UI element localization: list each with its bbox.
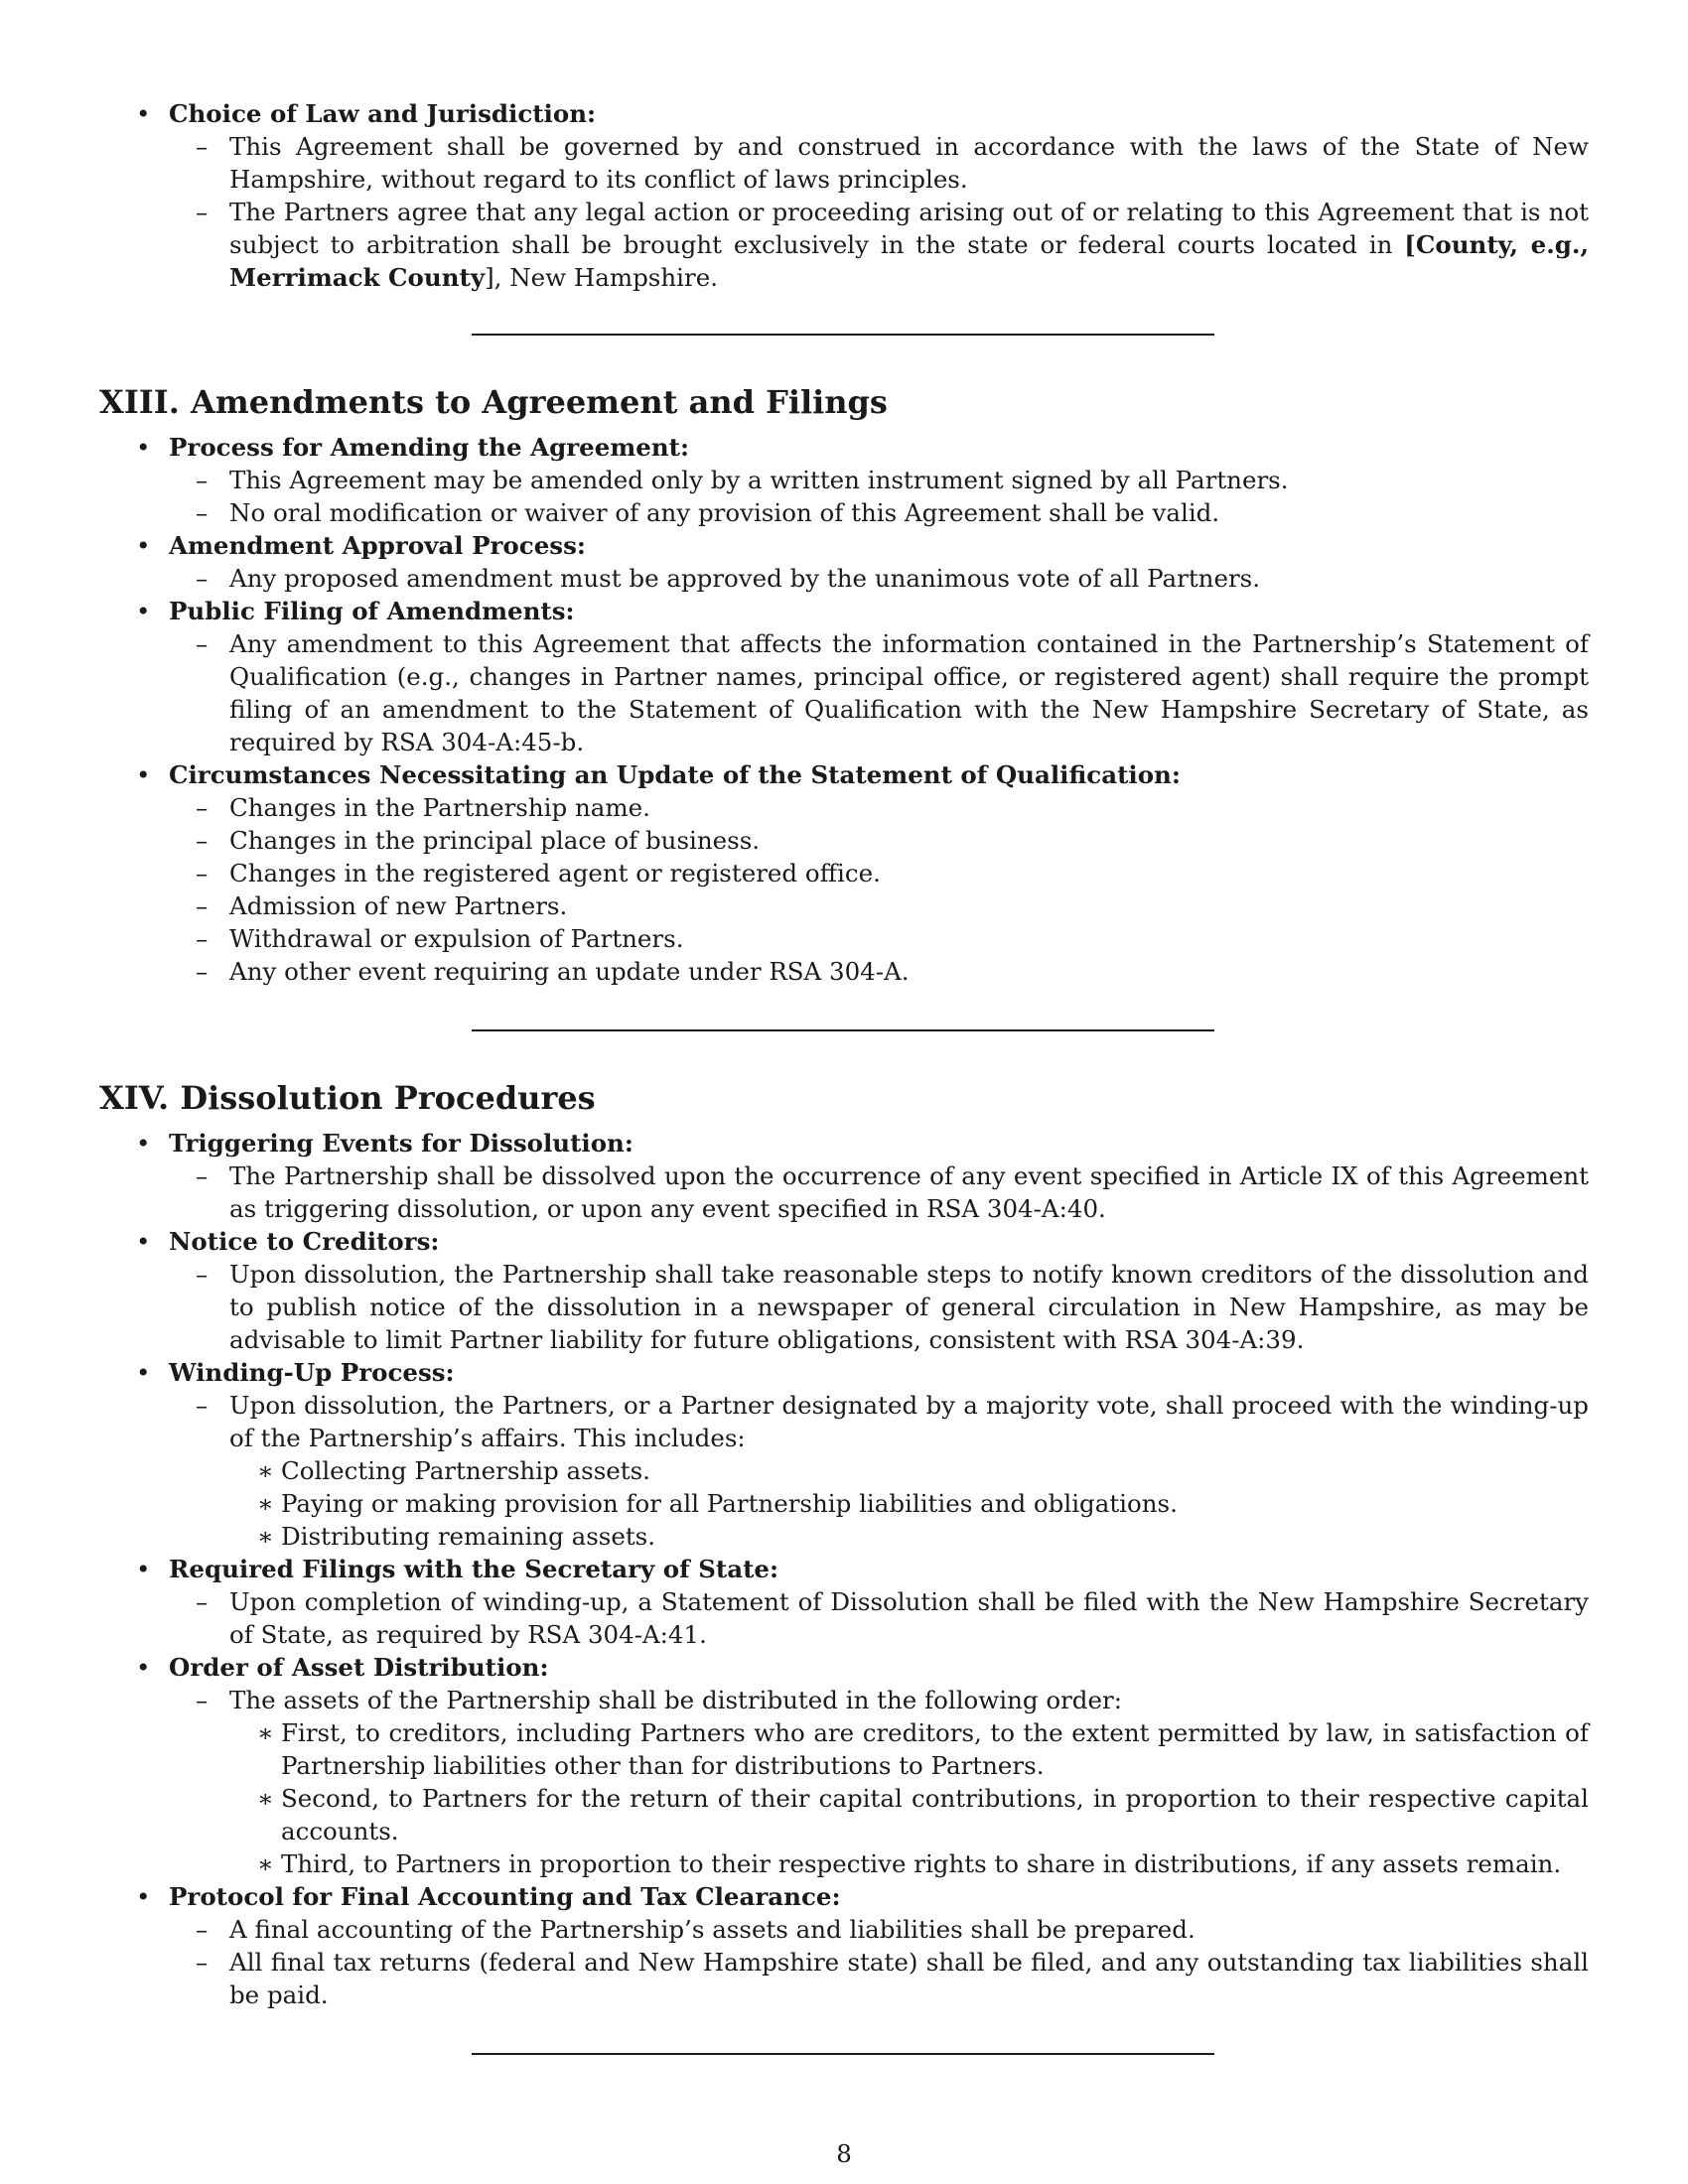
list-item (99, 1127, 1589, 1225)
bullet-list (99, 97, 1589, 294)
list-item (99, 529, 1589, 595)
sub-sub-list (229, 1454, 1589, 1553)
sub-sub-list (229, 1716, 1589, 1880)
sub-item (169, 1684, 1589, 1880)
page-number: 8 (836, 2139, 852, 2168)
sub-sub-item: ∗ Third, to Partners in proportion to their respective rights to share in distributions, if any assets remain. (229, 1847, 1589, 1880)
list-item (99, 595, 1589, 758)
document-page (99, 97, 1589, 2055)
county-placeholder: [County, e.g., Merrimack County (229, 230, 1589, 292)
sub-item-text: ], New Hampshire. (485, 263, 718, 292)
list-item (99, 1553, 1589, 1651)
item-label: • Notice to Creditors: (169, 1227, 440, 1256)
list-item (99, 1356, 1589, 1553)
sub-item: – Admission of new Partners. (169, 889, 1589, 922)
sub-list (169, 627, 1589, 758)
sub-list (169, 1913, 1589, 2011)
sub-list (169, 1258, 1589, 1356)
item-label: • Amendment Approval Process: (169, 531, 586, 560)
sub-list (169, 791, 1589, 988)
item-label: • Winding-Up Process: (169, 1358, 455, 1387)
sub-list (169, 1389, 1589, 1553)
sub-item (169, 196, 1589, 294)
item-label: • Process for Amending the Agreement: (169, 433, 690, 462)
sub-list (169, 1160, 1589, 1225)
item-label: • Required Filings with the Secretary of State: (169, 1555, 779, 1583)
sub-item: – The Partnership shall be dissolved upon the occurrence of any event specified in Article IX of this Agreement as triggering dissolution, or upon any event specified in RSA 304-A:40. (169, 1160, 1589, 1225)
sub-list (169, 1684, 1589, 1880)
sub-list (169, 1585, 1589, 1651)
list-item (99, 97, 1589, 294)
sub-list (169, 562, 1589, 595)
item-label: • Public Filing of Amendments: (169, 597, 575, 625)
sub-item: – This Agreement shall be governed by and construed in accordance with the laws of the State of New Hampshire, without regard to its conflict of laws principles. (169, 130, 1589, 196)
item-label: • Choice of Law and Jurisdiction: (169, 99, 597, 128)
list-item (99, 1651, 1589, 1880)
sub-item-text: The assets of the Partnership shall be distributed in the following order: (229, 1686, 1122, 1714)
sub-item: – This Agreement may be amended only by a written instrument signed by all Partners. (169, 464, 1589, 496)
sub-item: – Changes in the principal place of business. (169, 824, 1589, 857)
sub-item: – Upon completion of winding-up, a Statement of Dissolution shall be filed with the New Hampshire Secretary of State, as required by RSA 304-A:41. (169, 1585, 1589, 1651)
horizontal-rule (472, 2053, 1214, 2055)
sub-item: – Changes in the registered agent or registered office. (169, 857, 1589, 889)
sub-item: – Upon dissolution, the Partnership shall take reasonable steps to notify known creditors of the dissolution and to publish notice of the dissolution in a newspaper of general circulation in New Hampshire, as may be advisable to limit Partner liability for future obligations, consistent with RSA 304-A:39. (169, 1258, 1589, 1356)
sub-item: – Any other event requiring an update under RSA 304-A. (169, 955, 1589, 988)
sub-list (169, 130, 1589, 294)
list-item (99, 431, 1589, 529)
sub-sub-item: ∗ Paying or making provision for all Partnership liabilities and obligations. (229, 1487, 1589, 1520)
sub-item: – No oral modification or waiver of any provision of this Agreement shall be valid. (169, 496, 1589, 529)
sub-sub-item: ∗ Collecting Partnership assets. (229, 1454, 1589, 1487)
item-label: • Protocol for Final Accounting and Tax Clearance: (169, 1882, 841, 1911)
list-item (99, 1880, 1589, 2011)
sub-item: – Changes in the Partnership name. (169, 791, 1589, 824)
sub-sub-item: ∗ Distributing remaining assets. (229, 1520, 1589, 1553)
sub-item: – Any amendment to this Agreement that affects the information contained in the Partnership’s Statement of Qualification (e.g., changes in Partner names, principal office, or registered agent) shall require the prompt filing of an amendment to the Statement of Qualification with the New Hampshire Secretary of State, as required by RSA 304-A:45-b. (169, 627, 1589, 758)
item-label: • Triggering Events for Dissolution: (169, 1129, 633, 1158)
sub-item: – Withdrawal or expulsion of Partners. (169, 922, 1589, 955)
item-label: • Circumstances Necessitating an Update of the Statement of Qualification: (169, 760, 1181, 789)
bullet-list (99, 1127, 1589, 2011)
section-title-xiii: XIII. Amendments to Agreement and Filings (99, 383, 888, 421)
item-label: • Order of Asset Distribution: (169, 1653, 549, 1682)
sub-item: – A final accounting of the Partnership’s assets and liabilities shall be prepared. (169, 1913, 1589, 1946)
section-title-xiv: XIV. Dissolution Procedures (99, 1079, 596, 1117)
sub-item: – All final tax returns (federal and New Hampshire state) shall be filed, and any outstanding tax liabilities shall be paid. (169, 1946, 1589, 2011)
horizontal-rule (472, 1029, 1214, 1031)
horizontal-rule (472, 334, 1214, 336)
sub-sub-item: ∗ First, to creditors, including Partners who are creditors, to the extent permitted by law, in satisfaction of Partnership liabilities other than for distributions to Partners. (229, 1716, 1589, 1782)
sub-item-text: The Partners agree that any legal action or proceeding arising out of or relating to this Agreement that is not subject to arbitration shall be brought exclusively in the state or federal courts located in (229, 198, 1589, 259)
sub-sub-item: ∗ Second, to Partners for the return of their capital contributions, in proportion to their respective capital accounts. (229, 1782, 1589, 1847)
list-item (99, 758, 1589, 988)
sub-list (169, 464, 1589, 529)
sub-item-text: Upon dissolution, the Partners, or a Partner designated by a majority vote, shall proceed with the winding-up of the Partnership’s affairs. This includes: (229, 1391, 1589, 1452)
sub-item: – Any proposed amendment must be approved by the unanimous vote of all Partners. (169, 562, 1589, 595)
sub-item (169, 1389, 1589, 1553)
bullet-list (99, 431, 1589, 988)
list-item (99, 1225, 1589, 1356)
